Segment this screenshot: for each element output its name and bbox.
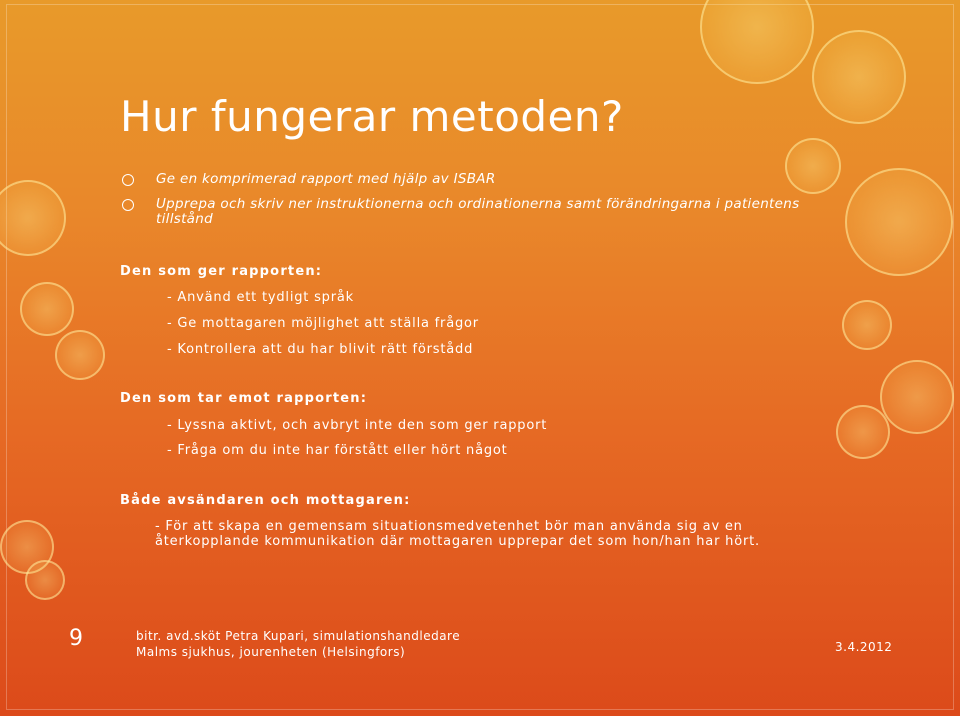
both-text: - För att skapa en gemensam situationsmedvetenhet bör man använda sig av en återkopplande kommunikation där mottagaren upprepar det som hon/han har hört. [155,519,760,549]
decor-bubble [842,300,892,350]
receiver-item: - Fråga om du inte har förstått eller hört något [167,443,508,458]
decor-bubble [836,405,890,459]
bullet-list [120,172,840,237]
bullet-circle-icon [122,174,134,186]
receiver-item: - Lyssna aktivt, och avbryt inte den som ger rapport [167,418,548,433]
footer-line-1: bitr. avd.sköt Petra Kupari, simulationshandledare [136,629,461,643]
slide-title: Hur fungerar metoden? [120,92,624,141]
both-heading: Både avsändaren och mottagaren: [120,493,411,508]
bullet-circle-icon [122,199,134,211]
decor-bubble [20,282,74,336]
sender-item: - Kontrollera att du har blivit rätt förstådd [167,342,474,357]
sender-item: - Använd ett tydligt språk [167,290,354,305]
receiver-heading: Den som tar emot rapporten: [120,391,368,406]
bullet-text: Upprepa och skriv ner instruktionerna och ordinationerna samt förändringarna i patientens tillstånd [156,196,800,227]
bullet-text: Ge en komprimerad rapport med hjälp av ISBAR [156,171,496,187]
footer-line-2: Malms sjukhus, jourenheten (Helsingfors) [136,645,406,659]
decor-bubble [812,30,906,124]
footer-credits [136,628,460,660]
bullet-item [120,172,840,187]
decor-bubble [845,168,953,276]
footer-date: 3.4.2012 [835,640,893,654]
sender-heading: Den som ger rapporten: [120,264,323,279]
sender-item: - Ge mottagaren möjlighet att ställa frågor [167,316,479,331]
decor-bubble [55,330,105,380]
decor-bubble [880,360,954,434]
bullet-item [120,197,840,227]
page-number: 9 [69,626,83,651]
decor-bubble [25,560,65,600]
